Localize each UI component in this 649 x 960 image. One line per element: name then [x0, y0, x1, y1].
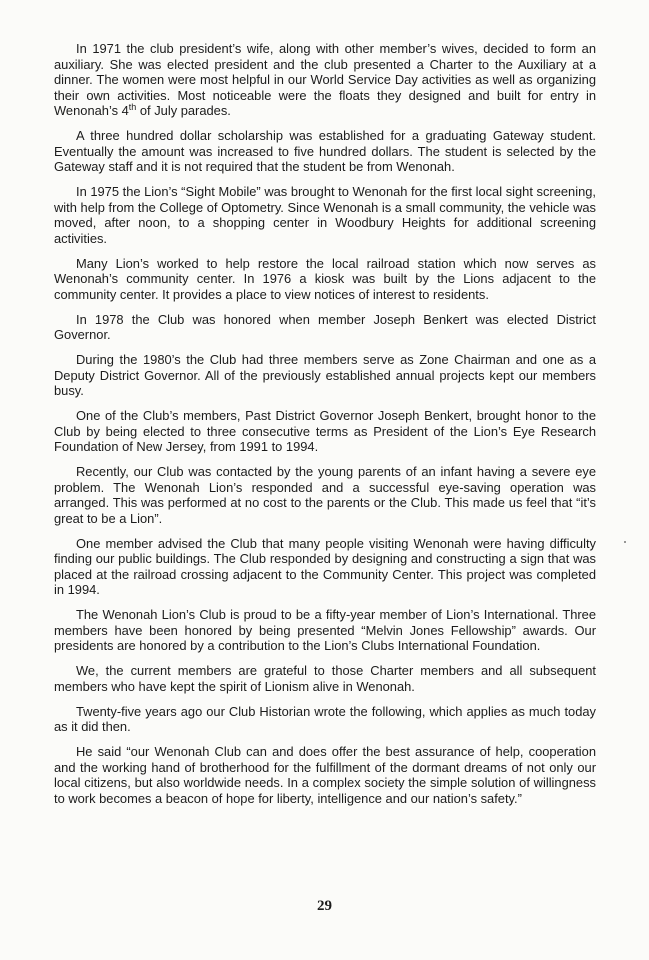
paper-speck [624, 541, 626, 543]
paragraph-sight-mobile: In 1975 the Lion’s “Sight Mobile” was brought to Wenonah for the first local sight screening, with help from the College of Optometry. Since Wenonah is a small community, the vehicle was moved, after noon, to a shopping center in Woodbury Heights for additional screening activities. [54, 184, 596, 246]
paragraph-auxiliary: In 1971 the club president’s wife, along with other member’s wives, decided to form an auxiliary. She was elected president and the club presented a Charter to the Auxiliary at a dinner. The women were most helpful in our World Service Day activities as well as organizing their own activities. Most noticeable were the floats they designed and built for entry in Wenonah’s 4th of July parades. [54, 41, 596, 118]
paragraph-fifty-year: The Wenonah Lion’s Club is proud to be a fifty-year member of Lion’s International. Three members have been honored by being presented “Melvin Jones Fellowship” awards. Our presidents are honored by a contribution to the Lion’s Clubs International Foundation. [54, 607, 596, 653]
paragraph-gratitude: We, the current members are grateful to those Charter members and all subsequent members who have kept the spirit of Lionism alive in Wenonah. [54, 663, 596, 694]
paragraph-eye-research: One of the Club’s members, Past District Governor Joseph Benkert, brought honor to the Club by being elected to three consecutive terms as President of the Lion’s Eye Research Foundation of New Jersey, from 1991 to 1994. [54, 408, 596, 454]
paragraph-historian: Twenty-five years ago our Club Historian wrote the following, which applies as much today as it did then. [54, 703, 596, 734]
paragraph-railroad-station: Many Lion’s worked to help restore the local railroad station which now serves as Wenonah’s community center. In 1976 a kiosk was built by the Lions adjacent to the community center. It provides a place to view notices of interest to residents. [54, 255, 596, 302]
superscript-th: th [128, 102, 137, 112]
paragraph-district-governor: In 1978 the Club was honored when member Joseph Benkert was elected District Governor. [54, 311, 596, 342]
page-number: 29 [317, 898, 332, 914]
document-body [54, 41, 596, 816]
paragraph-quote: He said “our Wenonah Club can and does offer the best assurance of help, cooperation and the working hand of brotherhood for the fulfillment of the dormant dreams of not only our local citizens, but also worldwide needs. In a complex society the simple solution of willingness to work becomes a beacon of hope for liberty, intelligence and our nation’s safety.” [54, 744, 596, 806]
paragraph-scholarship: A three hundred dollar scholarship was established for a graduating Gateway student. Eventually the amount was increased to five hundred dollars. The student is selected by the Gateway staff and it is not required that the student be from Wenonah. [54, 128, 596, 174]
paragraph-eye-operation: Recently, our Club was contacted by the young parents of an infant having a severe eye problem. The Wenonah Lion’s responded and a successful eye-saving operation was arranged. This was performed at no cost to the parents or the Club. This made us feel that “it’s great to be a Lion”. [54, 464, 596, 526]
paragraph-sign: One member advised the Club that many people visiting Wenonah were having difficulty finding our public buildings. The Club responded by designing and constructing a sign that was placed at the railroad crossing adjacent to the Community Center. This project was completed in 1994. [54, 535, 596, 597]
paragraph-1980s: During the 1980’s the Club had three members serve as Zone Chairman and one as a Deputy District Governor. All of the previously established annual projects kept our members busy. [54, 352, 596, 398]
